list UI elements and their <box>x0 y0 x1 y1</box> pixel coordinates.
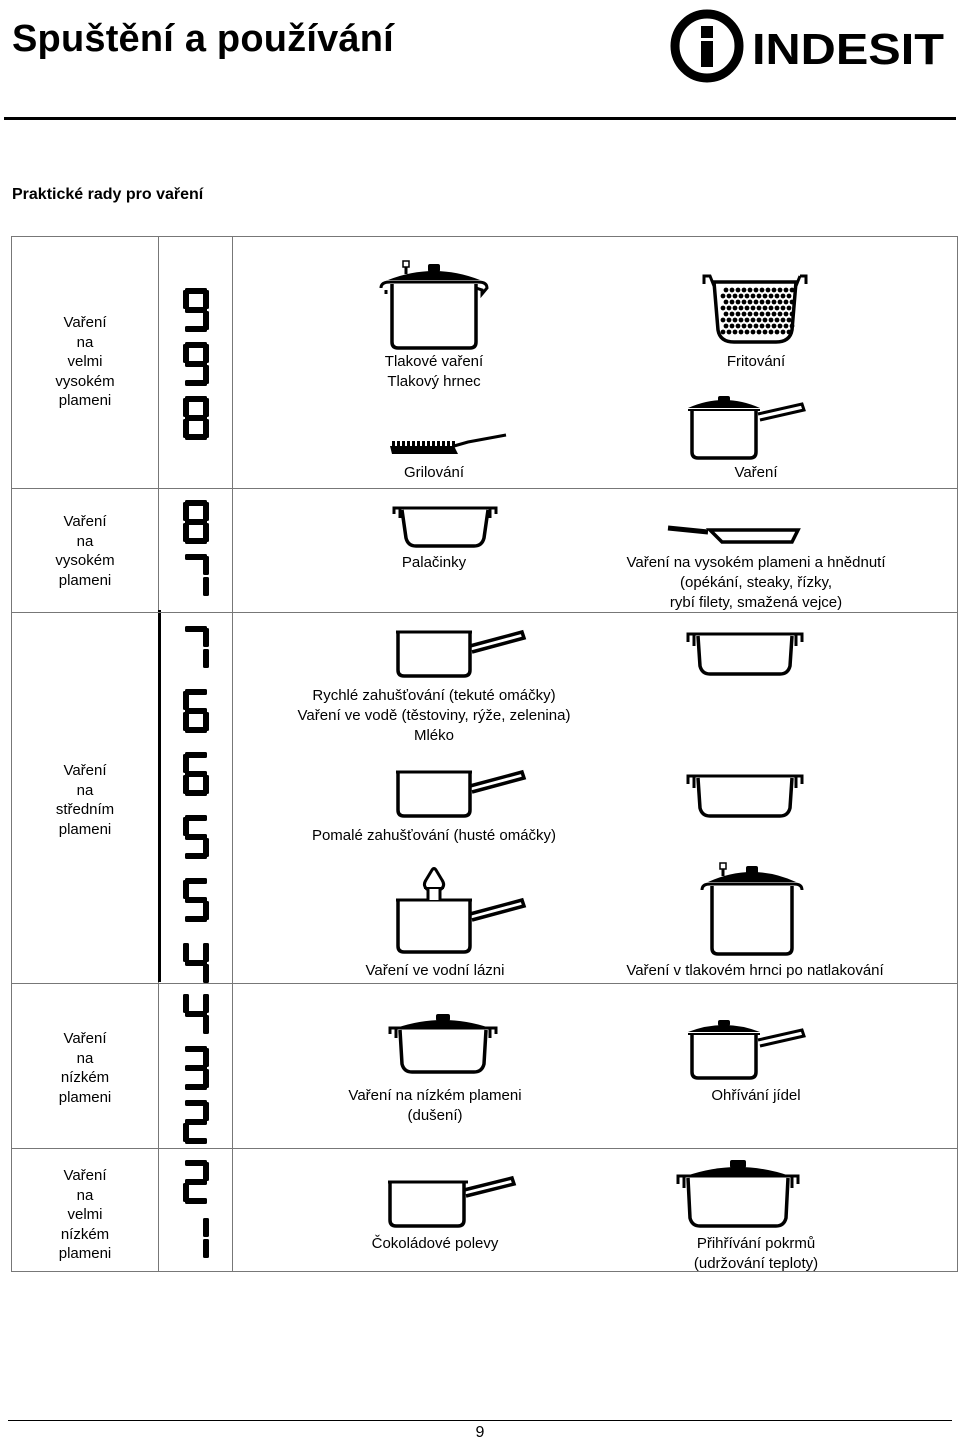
dish-label: Ohřívání jídel <box>711 1087 801 1104</box>
water-bath-icon <box>390 864 530 956</box>
saucepan-lid-icon <box>684 1018 808 1080</box>
column-divider <box>232 236 233 1272</box>
dish-label: Rychlé zahušťování (tekuté omáčky) Vaření ve vodě (těstoviny, rýže, zelenina) Mléko <box>297 687 571 744</box>
saucepan-lid-icon <box>684 392 808 462</box>
brand-wordmark: INDESIT <box>752 25 945 74</box>
casserole-pot-icon <box>686 768 804 820</box>
column-divider <box>158 610 161 982</box>
power-level-digit <box>183 626 209 670</box>
power-level-digit <box>183 288 209 332</box>
dish-label: Přihřívání pokrmů (udržování teploty) <box>693 1235 819 1272</box>
power-level-digit <box>183 878 209 922</box>
dish-label: Vaření v tlakovém hrnci po natlakování <box>626 962 884 979</box>
dish-label: Vaření ve vodní lázni <box>365 962 505 979</box>
row-divider <box>11 488 958 489</box>
lidded-pot-icon <box>676 1158 800 1230</box>
flame-level-label: Vaření na velmi nízkém plameni <box>58 1167 112 1262</box>
power-level-digit <box>183 1046 209 1090</box>
power-level-digit <box>183 752 209 796</box>
dish-label: Vaření na vysokém plameni a hnědnutí (opékání, steaky, řízky, rybí filety, smažená vejce) <box>626 554 886 611</box>
row-divider <box>11 983 958 984</box>
small-saucepan-icon <box>384 1174 520 1230</box>
flame-level-label: Vaření na středním plameni <box>55 762 115 838</box>
dish-label: Grilování <box>403 464 465 481</box>
power-level-digit <box>183 396 209 440</box>
header-divider <box>4 117 956 120</box>
fryer-basket-icon <box>700 270 810 350</box>
power-level-digit <box>183 689 209 733</box>
dish-label: Pomalé zahušťování (husté omáčky) <box>311 827 557 844</box>
power-level-digit <box>183 815 209 859</box>
casserole-pot-icon <box>686 626 804 678</box>
saucepan-handle-icon <box>390 764 530 820</box>
saucepan-handle-icon <box>390 624 530 680</box>
dish-label: Palačinky <box>401 554 467 571</box>
frying-pan-icon <box>666 520 802 548</box>
power-level-digit <box>183 554 209 598</box>
power-level-digit <box>183 342 209 386</box>
pressure-cooker-icon <box>700 860 804 956</box>
lidded-pot-icon <box>388 1012 498 1076</box>
power-level-digit <box>183 941 209 985</box>
footer-divider <box>8 1420 952 1421</box>
power-level-digit <box>183 1100 209 1144</box>
page-title: Spuštění a používání <box>12 18 394 60</box>
dish-label: Vaření na nízkém plameni (dušení) <box>348 1087 522 1124</box>
indesit-logo <box>668 6 948 84</box>
pressure-cooker-icon <box>378 258 490 350</box>
power-level-digit <box>183 1216 209 1260</box>
shallow-pan-icon <box>390 500 500 550</box>
section-heading: Praktické rady pro vaření <box>12 186 204 203</box>
row-divider <box>11 1148 958 1149</box>
power-level-digit <box>183 1160 209 1204</box>
dish-label: Vaření <box>734 464 778 481</box>
dish-label: Fritování <box>726 353 786 370</box>
flame-level-label: Vaření na nízkém plameni <box>58 1030 112 1106</box>
flame-level-label: Vaření na vysokém plameni <box>55 513 115 589</box>
page-number: 9 <box>475 1424 485 1441</box>
flame-level-label: Vaření na velmi vysokém plameni <box>55 314 115 409</box>
power-level-digit <box>183 500 209 544</box>
power-level-digit <box>183 992 209 1036</box>
grill-pan-icon <box>388 432 508 458</box>
dish-label: Tlakové vaření Tlakový hrnec <box>384 353 484 390</box>
dish-label: Čokoládové polevy <box>371 1235 499 1252</box>
